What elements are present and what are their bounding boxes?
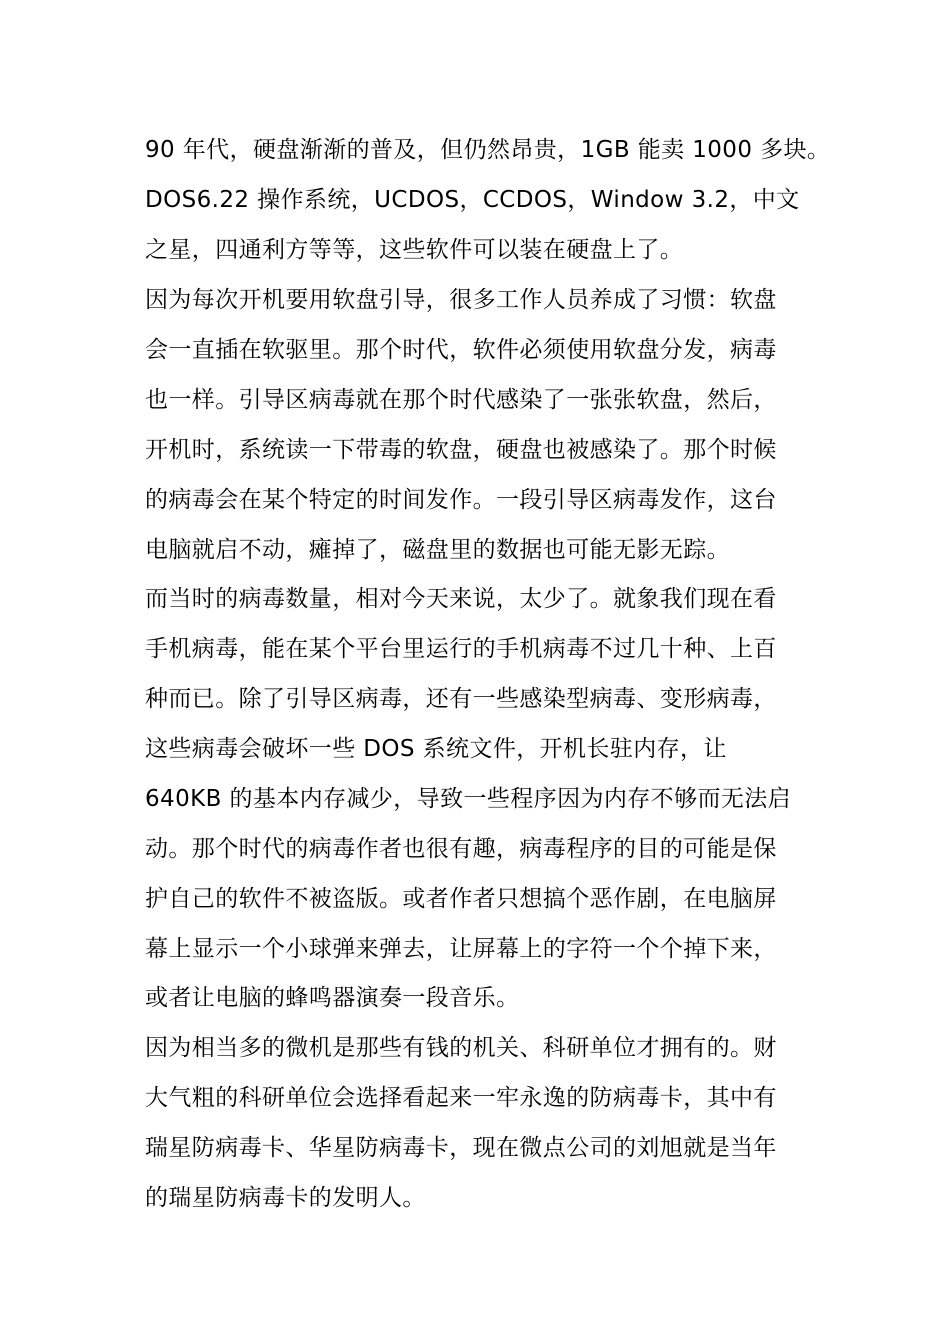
text-line: 而当时的病毒数量，相对今天来说，太少了。就象我们现在看 [145, 586, 777, 612]
text-line: 的病毒会在某个特定的时间发作。一段引导区病毒发作，这台 [145, 487, 777, 513]
text-line: 或者让电脑的蜂鸣器演奏一段音乐。 [145, 985, 520, 1011]
text-line: 种而已。除了引导区病毒，还有一些感染型病毒、变形病毒， [145, 686, 777, 712]
text-line: 会一直插在软驱里。那个时代，软件必须使用软盘分发，病毒 [145, 337, 777, 363]
text-line: 因为每次开机要用软盘引导，很多工作人员养成了习惯：软盘 [145, 287, 777, 313]
text-line: 640KB 的基本内存减少，导致一些程序因为内存不够而无法启 [145, 786, 792, 812]
text-line: 也一样。引导区病毒就在那个时代感染了一张张软盘，然后， [145, 387, 777, 413]
text-line: 因为相当多的微机是那些有钱的机关、科研单位才拥有的。财 [145, 1035, 777, 1061]
text-line: DOS6.22 操作系统，UCDOS，CCDOS，Window 3.2，中文 [145, 187, 800, 213]
text-line: 大气粗的科研单位会选择看起来一牢永逸的防病毒卡，其中有 [145, 1085, 777, 1111]
text-line: 之星，四通利方等等，这些软件可以装在硬盘上了。 [145, 237, 684, 263]
text-line: 护自己的软件不被盗版。或者作者只想搞个恶作剧，在电脑屏 [145, 886, 777, 912]
text-line: 开机时，系统读一下带毒的软盘，硬盘也被感染了。那个时候 [145, 437, 777, 463]
text-line: 90 年代，硬盘渐渐的普及，但仍然昂贵，1GB 能卖 1000 多块。 [145, 137, 831, 163]
text-line: 手机病毒，能在某个平台里运行的手机病毒不过几十种、上百 [145, 636, 777, 662]
text-line: 的瑞星防病毒卡的发明人。 [145, 1185, 426, 1211]
text-line: 电脑就启不动，瘫掉了，磁盘里的数据也可能无影无踪。 [145, 537, 730, 563]
text-line: 这些病毒会破坏一些 DOS 系统文件，开机长驻内存，让 [145, 736, 727, 762]
text-line: 动。那个时代的病毒作者也很有趣，病毒程序的目的可能是保 [145, 836, 777, 862]
text-line: 幕上显示一个小球弹来弹去，让屏幕上的字符一个个掉下来， [145, 936, 777, 962]
text-line: 瑞星防病毒卡、华星防病毒卡，现在微点公司的刘旭就是当年 [145, 1135, 777, 1161]
